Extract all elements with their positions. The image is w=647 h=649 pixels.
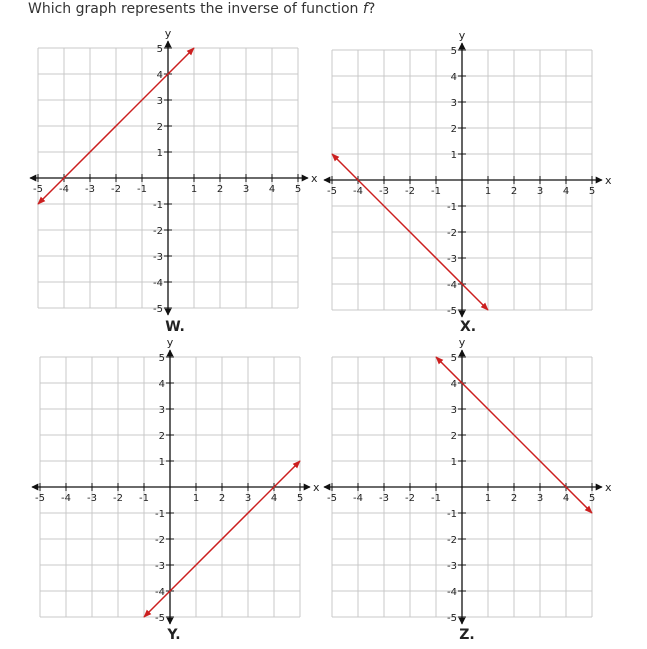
y-tick-label: -2 <box>447 228 457 239</box>
y-tick-label: 5 <box>450 353 457 364</box>
x-tick-label: -4 <box>353 186 363 197</box>
y-tick-label: -4 <box>155 587 165 598</box>
x-tick-label: -1 <box>137 184 147 195</box>
y-tick-label: 4 <box>450 72 457 83</box>
question-end: ? <box>367 1 376 17</box>
x-tick-label: -2 <box>405 186 415 197</box>
x-tick-label: -2 <box>405 493 415 504</box>
function-name: f <box>362 1 368 17</box>
x-tick-label: -1 <box>139 493 149 504</box>
x-tick-label: 3 <box>536 493 544 504</box>
x-tick-label: -3 <box>379 493 389 504</box>
y-axis-label: y <box>458 336 466 349</box>
x-tick-label: 4 <box>268 184 276 195</box>
y-tick-label: -4 <box>447 587 457 598</box>
x-tick-label: -1 <box>431 493 441 504</box>
y-tick-label: -2 <box>447 535 457 546</box>
x-tick-label: 5 <box>588 493 596 504</box>
x-tick-label: 5 <box>294 184 302 195</box>
x-tick-label: 4 <box>562 186 570 197</box>
y-tick-label: 5 <box>158 353 165 364</box>
x-tick-label: -4 <box>353 493 363 504</box>
x-tick-label: 3 <box>244 493 252 504</box>
y-tick-label: 3 <box>450 405 457 416</box>
graph-w <box>30 27 318 335</box>
y-tick-label: -5 <box>155 613 165 624</box>
y-tick-label: 2 <box>158 431 165 442</box>
y-tick-label: -1 <box>447 509 457 520</box>
x-tick-label: -2 <box>111 184 121 195</box>
x-tick-label: -3 <box>85 184 95 195</box>
x-axis-label: x <box>605 481 612 494</box>
y-tick-label: 3 <box>156 96 163 107</box>
x-tick-label: 4 <box>562 493 570 504</box>
y-tick-label: -1 <box>153 200 163 211</box>
x-axis-label: x <box>605 174 612 187</box>
y-axis-label: y <box>164 27 172 40</box>
question-prefix: Which graph represents the inverse of function <box>28 1 363 17</box>
graph-z <box>324 336 612 643</box>
x-tick-label: 3 <box>242 184 250 195</box>
graph-caption: Y. <box>167 627 181 643</box>
x-axis-label: x <box>313 481 320 494</box>
x-tick-label: -4 <box>61 493 71 504</box>
y-axis-label: y <box>166 336 174 349</box>
graph-caption: Z. <box>459 627 475 643</box>
x-tick-label: 2 <box>218 493 226 504</box>
x-tick-label: 2 <box>510 493 518 504</box>
y-axis-label: y <box>458 29 466 42</box>
y-tick-label: -1 <box>447 202 457 213</box>
y-tick-label: 2 <box>450 124 457 135</box>
y-tick-label: 2 <box>156 122 163 133</box>
y-tick-label: 2 <box>450 431 457 442</box>
x-tick-label: 1 <box>192 493 200 504</box>
x-tick-label: -5 <box>327 186 337 197</box>
y-tick-label: -5 <box>447 306 457 317</box>
y-tick-label: -4 <box>153 278 163 289</box>
y-tick-label: 1 <box>450 150 457 161</box>
y-tick-label: -3 <box>155 561 165 572</box>
graph-caption: W. <box>165 319 185 335</box>
y-tick-label: 4 <box>156 70 163 81</box>
x-tick-label: 3 <box>536 186 544 197</box>
graph-x <box>324 29 612 335</box>
y-tick-label: 3 <box>158 405 165 416</box>
x-tick-label: 1 <box>484 186 492 197</box>
x-tick-label: -4 <box>59 184 69 195</box>
y-tick-label: 4 <box>158 379 165 390</box>
y-tick-label: 1 <box>156 148 163 159</box>
x-tick-label: 1 <box>190 184 198 195</box>
x-tick-label: -5 <box>327 493 337 504</box>
x-tick-label: -3 <box>87 493 97 504</box>
y-tick-label: -2 <box>155 535 165 546</box>
graph-y <box>32 336 320 643</box>
y-tick-label: 4 <box>450 379 457 390</box>
y-tick-label: -3 <box>153 252 163 263</box>
x-tick-label: -2 <box>113 493 123 504</box>
x-tick-label: 1 <box>484 493 492 504</box>
x-tick-label: -1 <box>431 186 441 197</box>
y-tick-label: 1 <box>450 457 457 468</box>
x-tick-label: -3 <box>379 186 389 197</box>
x-tick-label: 2 <box>216 184 224 195</box>
x-tick-label: 4 <box>270 493 278 504</box>
x-tick-label: -5 <box>35 493 45 504</box>
y-tick-label: -1 <box>155 509 165 520</box>
y-tick-label: -3 <box>447 254 457 265</box>
y-tick-label: 3 <box>450 98 457 109</box>
x-tick-label: 2 <box>510 186 518 197</box>
x-tick-label: -5 <box>33 184 43 195</box>
y-tick-label: -3 <box>447 561 457 572</box>
x-tick-label: 5 <box>588 186 596 197</box>
y-tick-label: -5 <box>447 613 457 624</box>
y-tick-label: -2 <box>153 226 163 237</box>
graph-caption: X. <box>459 319 477 335</box>
x-axis-label: x <box>311 172 318 185</box>
x-tick-label: 5 <box>296 493 304 504</box>
y-tick-label: 5 <box>156 44 163 55</box>
y-tick-label: -5 <box>153 304 163 315</box>
y-tick-label: -4 <box>447 280 457 291</box>
y-tick-label: 5 <box>450 46 457 57</box>
y-tick-label: 1 <box>158 457 165 468</box>
